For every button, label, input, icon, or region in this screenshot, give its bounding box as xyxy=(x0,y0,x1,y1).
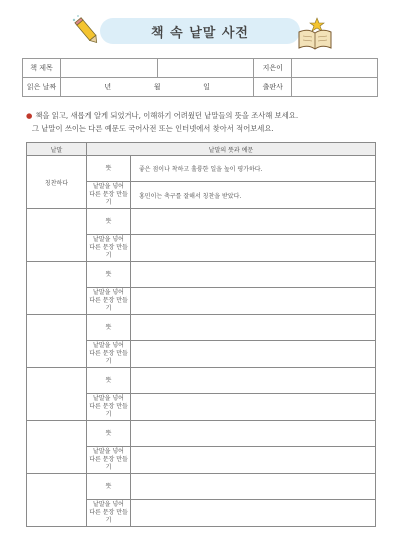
meaning-label: 뜻 xyxy=(87,474,131,500)
word-cell[interactable] xyxy=(27,315,87,368)
title-banner xyxy=(100,18,300,44)
instruction-line-2: 그 낱말이 쓰이는 다른 예문도 국어사전 또는 인터넷에서 찾아서 적어보세요. xyxy=(32,124,274,133)
instructions xyxy=(26,109,386,135)
table-row xyxy=(27,421,376,447)
meaning-label: 뜻 xyxy=(87,209,131,235)
meaning-label: 뜻 xyxy=(87,156,131,182)
meaning-cell[interactable] xyxy=(131,474,376,500)
header-word: 낱말 xyxy=(27,143,87,156)
sentence-cell: 홍민이는 축구를 잘해서 칭찬을 받았다. xyxy=(131,182,376,209)
sentence-cell[interactable] xyxy=(131,235,376,262)
meaning-label: 뜻 xyxy=(87,315,131,341)
read-date-label: 읽은 날짜 xyxy=(23,78,61,97)
word-cell[interactable] xyxy=(27,474,87,527)
sentence-label: 낱말을 넣어 다른 문장 만들기 xyxy=(87,288,131,315)
book-info-table xyxy=(22,58,378,97)
table-row xyxy=(27,368,376,394)
month-unit: 월 xyxy=(153,83,161,91)
meaning-cell[interactable] xyxy=(131,262,376,288)
meaning-cell[interactable] xyxy=(131,315,376,341)
publisher-field[interactable] xyxy=(292,78,378,97)
sentence-label: 낱말을 넣어 다른 문장 만들기 xyxy=(87,182,131,209)
word-cell[interactable] xyxy=(27,262,87,315)
sentence-label: 낱말을 넣어 다른 문장 만들기 xyxy=(87,394,131,421)
word-cell[interactable] xyxy=(27,421,87,474)
author-field[interactable] xyxy=(292,59,378,78)
sentence-cell[interactable] xyxy=(131,394,376,421)
table-row xyxy=(27,209,376,235)
word-cell: 칭찬하다 xyxy=(27,156,87,209)
bookmark-icon: ● xyxy=(26,111,33,120)
meaning-cell[interactable] xyxy=(131,421,376,447)
read-date-field[interactable] xyxy=(61,78,254,97)
table-row xyxy=(27,315,376,341)
sentence-label: 낱말을 넣어 다른 문장 만들기 xyxy=(87,500,131,527)
sentence-cell[interactable] xyxy=(131,341,376,368)
year-unit: 년 xyxy=(104,83,112,91)
sentence-label: 낱말을 넣어 다른 문장 만들기 xyxy=(87,341,131,368)
sentence-label: 낱말을 넣어 다른 문장 만들기 xyxy=(87,447,131,474)
word-cell[interactable] xyxy=(27,368,87,421)
sentence-label: 낱말을 넣어 다른 문장 만들기 xyxy=(87,235,131,262)
sentence-cell[interactable] xyxy=(131,500,376,527)
sentence-cell[interactable] xyxy=(131,288,376,315)
publisher-label: 출판사 xyxy=(254,78,292,97)
author-label: 지은이 xyxy=(254,59,292,78)
day-unit: 일 xyxy=(203,83,210,91)
page-title: 책 속 낱말 사전 xyxy=(151,25,249,41)
book-icon xyxy=(295,16,335,52)
book-title-field[interactable] xyxy=(61,59,158,78)
book-title-label: 책 제목 xyxy=(23,59,61,78)
meaning-cell: 좋은 점이나 착하고 훌륭한 일을 높이 평가하다. xyxy=(131,156,376,182)
meaning-label: 뜻 xyxy=(87,421,131,447)
meaning-cell[interactable] xyxy=(131,368,376,394)
instruction-line-1: 책을 읽고, 새롭게 알게 되었거나, 이해하기 어려웠던 낱말들의 뜻을 조사해 보세요. xyxy=(35,111,299,120)
meaning-label: 뜻 xyxy=(87,262,131,288)
book-title-field-cont[interactable] xyxy=(157,59,254,78)
table-row xyxy=(27,262,376,288)
title-area xyxy=(0,10,400,54)
meaning-cell[interactable] xyxy=(131,209,376,235)
meaning-label: 뜻 xyxy=(87,368,131,394)
sentence-cell[interactable] xyxy=(131,447,376,474)
pencil-icon xyxy=(70,14,104,48)
table-row xyxy=(27,156,376,182)
word-cell[interactable] xyxy=(27,209,87,262)
table-row xyxy=(27,474,376,500)
header-meaning: 낱말의 뜻과 예문 xyxy=(87,143,376,156)
word-table xyxy=(26,142,376,527)
